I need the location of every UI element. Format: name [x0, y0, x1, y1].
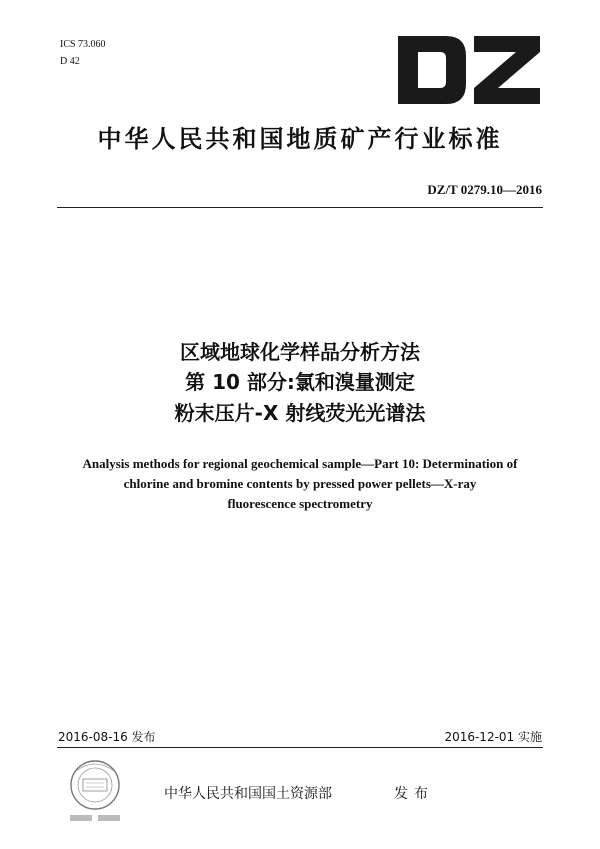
title-en-line-2: chlorine and bromine contents by pressed power pellets—X-ray: [123, 476, 477, 491]
standard-number: DZ/T 0279.10—2016: [427, 182, 542, 197]
title-cn-line-3: 粉末压片-X 射线荧光光谱法: [174, 401, 426, 425]
issue-verb: 发布: [394, 786, 434, 802]
title-en-line-3: fluorescence spectrometry: [227, 496, 373, 511]
classification-code: D 42: [60, 56, 80, 67]
implementation-date: 2016-12-01 实施: [444, 730, 542, 744]
dz-logo: [394, 34, 544, 106]
dz-logo-letter-d: [398, 36, 466, 104]
top-divider: [57, 207, 543, 208]
document-type-heading: 中华人民共和国地质矿产行业标准: [97, 125, 503, 153]
title-cn-line-2: 第 10 部分:氯和溴量测定: [185, 370, 415, 394]
dz-logo-letter-z: [474, 36, 540, 104]
title-en-line-1: Analysis methods for regional geochemical sample—Part 10: Determination of: [82, 456, 518, 471]
ics-code: ICS 73.060: [60, 39, 106, 50]
bottom-divider: [57, 747, 543, 748]
publisher-seal: [62, 755, 128, 827]
issue-date: 2016-08-16 发布: [58, 730, 156, 744]
title-cn-line-1: 区域地球化学样品分析方法: [180, 340, 420, 364]
issuing-authority: 中华人民共和国国土资源部: [164, 786, 332, 802]
